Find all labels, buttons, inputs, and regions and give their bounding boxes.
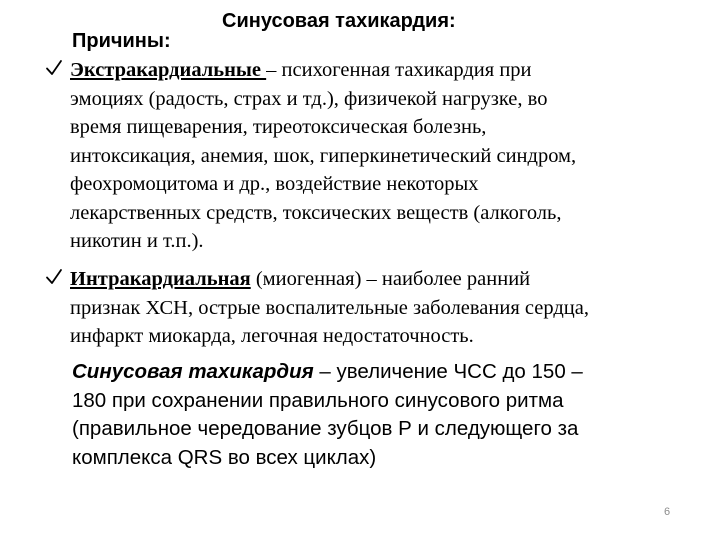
- definition-line: [72, 358, 702, 387]
- definition-paragraph: [72, 358, 702, 472]
- check-icon: [44, 267, 64, 287]
- definition-line: комплекса QRS во всех циклах): [72, 445, 377, 469]
- bullet-line: инфаркт миокарда, легочная недостаточность.: [70, 325, 474, 347]
- bullet-text: [70, 265, 684, 351]
- check-icon: [44, 58, 64, 78]
- bullet-line: [70, 265, 684, 294]
- causes-heading: Причины:: [72, 30, 171, 52]
- bullet-line: [70, 56, 684, 85]
- bullet-line: признак ХСН, острые воспалительные заболевания сердца,: [70, 296, 589, 319]
- bullet-line: интоксикация, анемия, шок, гиперкинетический синдром,: [70, 144, 577, 167]
- definition-line-text: – увеличение ЧСС до 150 –: [313, 360, 583, 383]
- definition-term: Синусовая тахикардия: [72, 360, 314, 383]
- bullet-line: никотин и т.п.).: [70, 230, 204, 252]
- bullet-line: лекарственных средств, токсических веществ (алкоголь,: [70, 201, 562, 224]
- bullet-intracardiac: [44, 265, 684, 351]
- bullet-line-text: – психогенная тахикардия при: [266, 59, 532, 81]
- definition-line: 180 при сохранении правильного синусового ритма: [72, 388, 564, 412]
- bullet-line: феохромоцитома и др., воздействие некоторых: [70, 173, 479, 195]
- bullet-extracardiac: [44, 56, 684, 256]
- bullet-line: время пищеварения, тиреотоксическая болезнь,: [70, 116, 487, 138]
- bullet-term: Интракардиальная: [70, 268, 251, 290]
- bullet-line-text: (миогенная) – наиболее ранний: [250, 268, 531, 290]
- bullet-line: эмоциях (радость, страх и тд.), физичекой нагрузке, во: [70, 87, 548, 110]
- bullet-term: Экстракардиальные: [70, 59, 267, 81]
- page-number: 6: [664, 506, 671, 518]
- definition-line: (правильное чередование зубцов Р и следующего за: [72, 417, 579, 440]
- slide-title: Синусовая тахикардия:: [222, 10, 456, 32]
- bullet-text: [70, 56, 684, 256]
